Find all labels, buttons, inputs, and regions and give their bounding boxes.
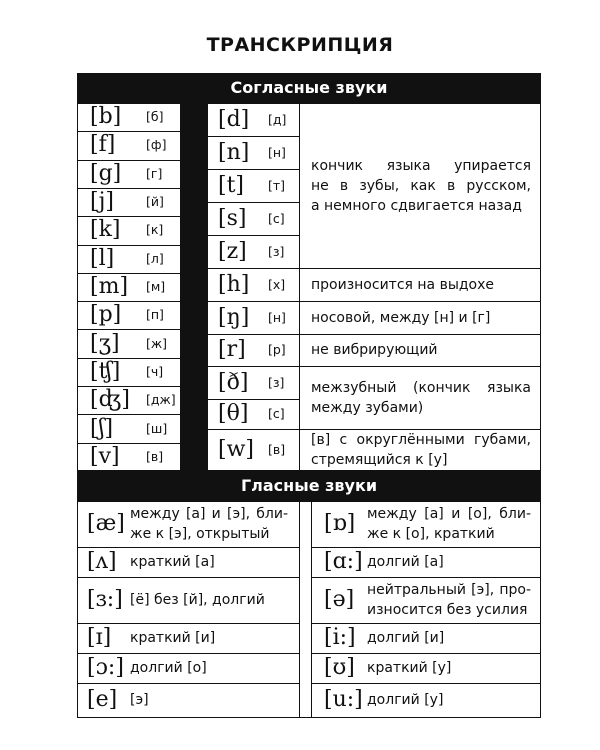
vowel-description-line: же к [э], открытый <box>130 526 270 542</box>
vowel-row-divider <box>77 577 299 578</box>
consonant-symbol: [p] <box>90 302 122 328</box>
consonant-symbol: [f] <box>90 132 116 158</box>
consonant-symbol: [h] <box>218 271 250 297</box>
consonant-description-line: произносится на выдохе <box>311 276 495 293</box>
consonant-description-line: а немного сдвигается назад <box>311 197 522 214</box>
vowel-symbol: [ɑ:] <box>324 549 363 574</box>
consonant-description-line: не вибрирующий <box>311 342 438 358</box>
consonants-header: Согласные звуки <box>77 73 541 103</box>
description-row-divider <box>299 366 541 367</box>
consonant-symbol: [m] <box>90 274 129 299</box>
vowel-description-line: краткий [и] <box>130 630 216 646</box>
consonant-symbol: [b] <box>90 104 122 130</box>
consonant-description-line: носовой, между [н] и [г] <box>311 309 491 326</box>
consonant-russian: [к] <box>146 222 164 238</box>
consonant-row-divider <box>208 429 299 430</box>
consonant-row-divider <box>208 399 299 400</box>
consonant-symbol: [ð] <box>218 369 249 395</box>
description-row-divider <box>299 268 541 269</box>
consonant-russian: [з] <box>268 374 285 390</box>
consonants-divider-bar <box>180 103 208 471</box>
consonant-russian: [б] <box>146 109 164 125</box>
page-title: ТРАНСКРИПЦИЯ <box>206 34 394 56</box>
consonant-symbol: [s] <box>218 205 247 231</box>
consonant-row-divider <box>208 169 299 170</box>
consonant-symbol: [t] <box>218 172 245 198</box>
consonant-row-divider <box>208 301 299 302</box>
consonant-description-line: межзубный (кончик языка <box>311 379 531 396</box>
consonant-russian: [ч] <box>146 363 164 379</box>
vowel-row-divider <box>311 623 541 624</box>
vowels-center-divider <box>299 501 300 718</box>
consonant-russian: [в] <box>146 448 164 464</box>
vowel-row-divider <box>77 683 299 684</box>
vowel-description-line: краткий [а] <box>130 554 215 570</box>
consonant-description-line: [в] с округлёнными губами, <box>311 431 531 448</box>
consonant-russian: [ф] <box>146 137 167 153</box>
consonant-symbol: [j] <box>90 189 114 215</box>
consonant-symbol: [r] <box>218 337 246 362</box>
description-row-divider <box>299 301 541 302</box>
vowel-symbol: [ʊ] <box>324 655 355 680</box>
consonant-russian: [ш] <box>146 420 168 436</box>
vowel-description-line: краткий [у] <box>367 660 452 676</box>
consonant-description-line: кончик языка упирается <box>311 157 531 174</box>
vowel-description-line: нейтральный [э], про- <box>367 582 531 598</box>
consonant-russian: [с] <box>268 406 285 421</box>
consonant-symbol: [ʒ] <box>90 330 120 356</box>
vowel-symbol: [ʌ] <box>87 549 117 574</box>
vowel-row-divider <box>311 577 541 578</box>
vowel-symbol: [i:] <box>324 625 356 650</box>
consonant-description-line: не в зубы, как в русском, <box>311 177 531 194</box>
consonant-description-line: стремящийся к [у] <box>311 451 448 468</box>
consonant-russian: [с] <box>268 210 285 226</box>
vowel-symbol: [æ] <box>87 511 125 536</box>
consonant-symbol: [θ] <box>218 401 249 426</box>
vowel-description-line: долгий [а] <box>367 554 444 570</box>
vowel-row-divider <box>77 547 299 548</box>
consonant-russian: [в] <box>268 441 286 457</box>
consonant-russian: [н] <box>268 309 286 325</box>
vowel-symbol: [ɪ] <box>87 625 112 650</box>
consonant-russian: [л] <box>146 250 164 266</box>
vowel-row-divider <box>311 653 541 654</box>
vowel-symbol: [e] <box>87 686 118 712</box>
consonant-russian: [з] <box>268 243 285 259</box>
vowel-symbol: [ɜ:] <box>87 587 123 612</box>
consonant-symbol: [w] <box>218 436 254 462</box>
consonant-russian: [м] <box>146 279 166 294</box>
consonants-description-divider <box>299 103 300 471</box>
consonant-russian: [т] <box>268 177 286 193</box>
consonant-symbol: [k] <box>90 217 121 243</box>
vowels-center-divider-2 <box>311 501 312 718</box>
consonant-symbol: [g] <box>90 160 122 186</box>
consonant-row-divider <box>208 366 299 367</box>
consonant-row-divider <box>208 202 299 203</box>
consonant-symbol: [ʧ] <box>90 358 121 384</box>
consonant-russian: [й] <box>146 194 164 210</box>
vowel-symbol: [ə] <box>324 587 355 612</box>
consonant-symbol: [n] <box>218 139 250 165</box>
vowel-symbol: [ɔ:] <box>87 655 124 680</box>
consonant-symbol: [l] <box>90 245 115 271</box>
vowel-description-line: износится без усилия <box>367 602 528 618</box>
consonant-row-divider <box>208 334 299 335</box>
consonant-symbol: [ŋ] <box>218 304 250 330</box>
consonant-row-divider <box>208 268 299 269</box>
consonant-row-divider <box>208 136 299 137</box>
vowel-description-line: [э] <box>130 691 149 708</box>
consonant-russian: [г] <box>146 165 163 181</box>
vowels-header: Гласные звуки <box>77 471 541 501</box>
description-row-divider <box>299 334 541 335</box>
consonant-description-line: между зубами) <box>311 399 424 416</box>
consonant-symbol: [ʤ] <box>90 387 130 413</box>
vowel-description-line: [ё] без [й], долгий <box>130 592 265 608</box>
vowel-row-divider <box>311 547 541 548</box>
vowel-row-divider <box>77 623 299 624</box>
consonant-symbol: [d] <box>218 106 250 132</box>
consonant-russian: [ж] <box>146 335 168 351</box>
consonant-row-divider <box>208 235 299 236</box>
consonant-russian: [п] <box>146 307 164 323</box>
vowel-description-line: долгий [о] <box>130 660 207 676</box>
consonant-symbol: [ʃ] <box>90 415 114 441</box>
consonant-russian: [д] <box>268 111 287 127</box>
consonant-russian: [х] <box>268 276 286 292</box>
consonant-russian: [дж] <box>146 392 176 408</box>
vowel-description-line: между [а] и [э], бли- <box>130 506 288 522</box>
consonant-russian: [р] <box>268 342 286 357</box>
vowel-symbol: [ɒ] <box>324 511 356 536</box>
vowel-description-line: же к [о], краткий <box>367 526 495 542</box>
vowel-row-divider <box>77 653 299 654</box>
vowel-description-line: долгий [у] <box>367 691 444 708</box>
vowel-description-line: долгий [и] <box>367 630 445 646</box>
consonant-symbol: [v] <box>90 443 120 469</box>
vowel-row-divider <box>311 683 541 684</box>
consonant-russian: [н] <box>268 144 286 160</box>
vowel-symbol: [u:] <box>324 686 363 712</box>
vowel-description-line: между [а] и [о], бли- <box>367 506 531 522</box>
consonant-symbol: [z] <box>218 238 247 264</box>
